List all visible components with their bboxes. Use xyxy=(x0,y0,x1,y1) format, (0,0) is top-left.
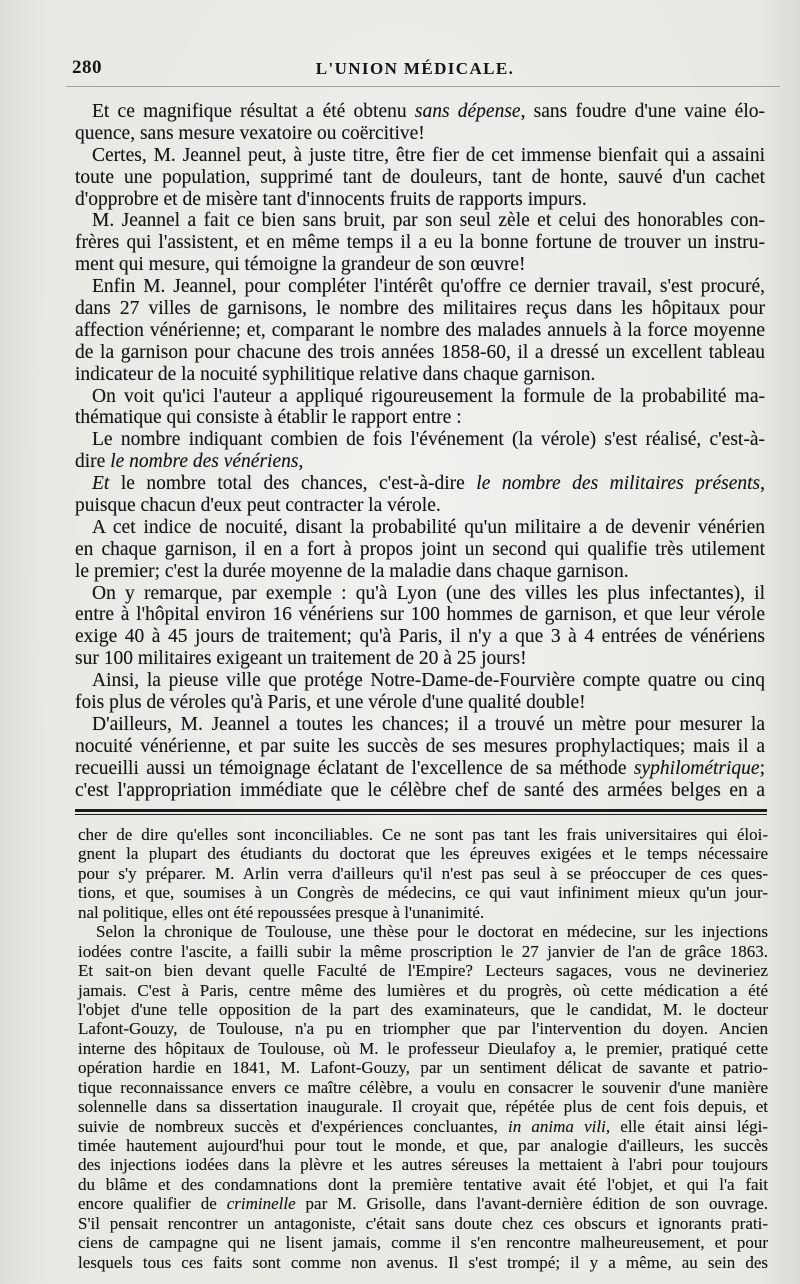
text-line xyxy=(75,473,765,495)
text-line xyxy=(78,1155,768,1174)
text-run: cher de dire qu'elles sont inconciliables. Ce ne sont pas tant les frais universitaires qui éloi- xyxy=(78,825,768,844)
text-run: On voit qu'ici l'auteur a appliqué rigoureusement la formule de la probabilité ma- xyxy=(92,385,765,407)
text-line xyxy=(75,451,765,473)
text-line xyxy=(75,145,765,167)
text-line xyxy=(75,429,765,451)
text-run: solennelle dans sa dissertation inaugurale. Il croyait que, répétée plus de cent fois depuis, et xyxy=(78,1097,768,1117)
italic-text-run: le nombre des vénériens xyxy=(110,451,299,473)
text-run: S'il pensait rencontrer un antagoniste, c'était sans doute chez ces obscurs et ignorants prati- xyxy=(78,1213,768,1233)
main-text-paragraph xyxy=(75,517,765,583)
text-line xyxy=(78,903,768,922)
footnote-paragraph xyxy=(78,922,768,1272)
text-line xyxy=(78,1058,768,1077)
text-line xyxy=(78,844,768,863)
text-line xyxy=(75,254,765,276)
text-line xyxy=(75,714,765,736)
text-line xyxy=(78,961,768,980)
text-line xyxy=(78,1000,768,1019)
text-line xyxy=(78,864,768,883)
italic-text-run: in anima vili xyxy=(507,1116,606,1136)
text-line xyxy=(78,1097,768,1116)
text-run: exige 40 à 45 jours de traitement; qu'à Paris, il n'y a que 3 à 4 entrées de vénériens xyxy=(75,626,765,648)
text-run: suivie de nombreux succès et d'expériences concluantes, xyxy=(78,1116,508,1136)
text-run: , xyxy=(298,451,304,473)
text-run: par M. Grisolle, dans l'avant-dernière édition de son ouvrage. xyxy=(295,1194,768,1214)
text-run: jamais. C'est à Paris, centre même des lumières et du progrès, où cette médication a été xyxy=(78,980,768,1000)
text-run: du blâme et des condamnations dont la première tentative avait été l'objet, et qui l'a fait xyxy=(78,1174,768,1194)
text-line xyxy=(78,942,768,961)
text-line xyxy=(78,1078,768,1097)
text-run: , xyxy=(760,473,765,495)
main-text-paragraph xyxy=(75,101,765,145)
main-text-paragraph xyxy=(75,473,765,517)
text-run: sur 100 militaires exigeant un traitement de 20 à 25 jours! xyxy=(75,648,527,670)
text-run: entre à l'hôpital environ 16 vénériens sur 100 hommes de garnison, et que leur vérole xyxy=(75,604,765,626)
footnote-separator-rule xyxy=(75,809,767,815)
text-run: lesquels tous ces faits sont comme non avenus. Il s'est trompé; il y a même, au sein des xyxy=(78,1252,768,1272)
text-line xyxy=(75,604,765,626)
text-run: Enfin M. Jeannel, pour compléter l'intérêt qu'offre ce dernier travail, s'est procuré, xyxy=(92,276,765,298)
text-line xyxy=(75,167,765,189)
text-run: Selon la chronique de Toulouse, une thèse pour le doctorat en médecine, sur les injections xyxy=(96,922,768,942)
italic-text-run: sans dépense xyxy=(414,101,521,122)
text-line xyxy=(75,364,765,386)
text-run: fois plus de véroles qu'à Paris, et une vérole d'une qualité double! xyxy=(75,692,586,714)
text-line xyxy=(78,1194,768,1213)
text-run: interne des hôpitaux de Toulouse, où M. le professeur Dieulafoy a, le premier, pratiqué cette xyxy=(78,1038,768,1058)
text-run: pour s'y préparer. M. Arlin verra d'ailleurs qu'il n'est pas seul à se préoccuper de ces ques- xyxy=(78,863,768,883)
text-run: l'objet d'une telle opposition de la part des examinateurs, que le candidat, M. le docteur xyxy=(78,999,768,1019)
footnote-text xyxy=(78,825,768,1272)
text-line xyxy=(75,386,765,408)
text-run: frères qui l'assistent, et en même temps il a eu la bonne fortune de trouver un instru- xyxy=(75,232,765,254)
text-line xyxy=(75,561,765,583)
text-run: opération hardie en 1841, M. Lafont-Gouzy, par un sentiment délicat de savante et patrio- xyxy=(78,1058,768,1078)
text-run: de la garnison pour chacune des trois années 1858-60, il a dressé un excellent tableau xyxy=(75,341,765,363)
text-line xyxy=(75,583,765,605)
text-run: , elle était ainsi légi- xyxy=(605,1116,768,1136)
text-run: A cet indice de nocuité, disant la probabilité qu'un militaire a de devenir vénérien xyxy=(92,516,765,538)
text-run: ; xyxy=(759,757,765,779)
italic-text-run: criminelle xyxy=(226,1194,296,1214)
main-text-paragraph xyxy=(75,145,765,211)
text-run: c'est l'appropriation immédiate que le célèbre chef de santé des armées belges en a xyxy=(75,779,765,801)
text-run: gnent la plupart des étudiants du doctorat que les épreuves exigées et le temps nécessaire xyxy=(78,844,768,864)
text-line xyxy=(78,981,768,1000)
text-line xyxy=(75,692,765,714)
text-run: le nombre total des chances, c'est-à-dire xyxy=(109,473,477,495)
text-line xyxy=(78,1019,768,1038)
main-text-paragraph xyxy=(75,276,765,385)
text-line xyxy=(75,758,765,780)
text-run: Certes, M. Jeannel peut, à juste titre, être fier de cet immense bienfait qui a assaini xyxy=(92,144,765,166)
text-line xyxy=(75,495,765,517)
text-run: recueilli aussi un témoignage éclatant de l'excellence de sa méthode xyxy=(75,757,634,779)
text-line xyxy=(75,101,765,123)
main-text-paragraph xyxy=(75,386,765,430)
text-run: toute une population, supprimé tant de douleurs, tant de honte, sauvé d'un cachet xyxy=(75,166,765,188)
text-line xyxy=(78,1136,768,1155)
text-run: dans 27 villes de garnisons, le nombre des militaires reçus dans les hôpitaux pour xyxy=(75,298,765,320)
footnote-paragraph xyxy=(78,825,768,922)
text-run: D'ailleurs, M. Jeannel a toutes les chances; il a trouvé un mètre pour mesurer la xyxy=(92,713,765,735)
main-text-paragraph xyxy=(75,714,765,802)
text-line xyxy=(78,1233,768,1252)
text-run: d'opprobre et de misère tant d'innocents fruits de rapports impurs. xyxy=(75,188,587,210)
journal-title: L'UNION MÉDICALE. xyxy=(315,59,515,78)
text-line xyxy=(75,298,765,320)
text-run: tique reconnaissance envers ce maître célèbre, a voulu en consacrer le souvenir d'une manière xyxy=(78,1077,768,1097)
text-line xyxy=(75,320,765,342)
text-line xyxy=(75,232,765,254)
main-text-paragraph xyxy=(75,429,765,473)
italic-text-run: le nombre des militaires présents xyxy=(476,473,761,495)
text-line xyxy=(75,626,765,648)
text-run: Ainsi, la pieuse ville que protége Notre-Dame-de-Fourvière compte quatre ou cinq xyxy=(92,670,765,692)
text-line xyxy=(75,276,765,298)
text-line xyxy=(75,517,765,539)
text-line xyxy=(75,342,765,364)
italic-text-run: Et xyxy=(92,473,110,495)
main-text-paragraph xyxy=(75,670,765,714)
text-line xyxy=(78,1253,768,1272)
page-number: 280 xyxy=(72,57,102,78)
text-run: tions, et que, soumises à un Congrès de médecins, ce qui vaut infiniment mieux qu'un jour- xyxy=(78,883,768,903)
text-run: ciens de campagne qui ne lisent jamais, comme il s'en rencontre malheureusement, et pour xyxy=(78,1233,768,1253)
main-text-paragraph xyxy=(75,210,765,276)
running-header xyxy=(70,56,760,82)
text-run: Lafont-Gouzy, de Toulouse, n'a pu en triompher que par l'intervention du doyen. Ancien xyxy=(78,1019,768,1039)
text-run: indicateur de la nocuité syphilitique relative dans chaque garnison. xyxy=(75,363,596,385)
text-line xyxy=(78,825,768,844)
main-text-paragraph xyxy=(75,583,765,671)
text-run: des injections iodées dans la plèvre et les autres séreuses la mettaient à l'abri pour toujours xyxy=(78,1155,768,1175)
text-line xyxy=(75,539,765,561)
text-run: , sans foudre d'une vaine élo- xyxy=(520,101,766,122)
text-run: le premier; c'est la durée moyenne de la maladie dans chaque garnison. xyxy=(75,560,629,582)
text-line xyxy=(78,922,768,941)
text-run: nocuité vénérienne, et par suite les succès de ses mesures prophylactiques; mais il a xyxy=(75,735,765,757)
text-run: dire xyxy=(75,451,111,473)
text-run: thématique qui consiste à établir le rapport entre : xyxy=(75,407,462,429)
text-line xyxy=(75,407,765,429)
text-line xyxy=(75,736,765,758)
text-line xyxy=(78,883,768,902)
text-run: On y remarque, par exemple : qu'à Lyon (une des villes les plus infectantes), il xyxy=(92,582,765,604)
text-run: ment qui mesure, qui témoigne la grandeur de son œuvre! xyxy=(75,254,526,276)
text-line xyxy=(75,210,765,232)
text-run: iodées contre l'ascite, a failli subir la même proscription le 27 janvier de l'an de grâce 1863. xyxy=(78,941,768,961)
text-run: M. Jeannel a fait ce bien sans bruit, par son seul zèle et celui des honorables con- xyxy=(92,210,765,232)
text-run: Et sait-on bien devant quelle Faculté de l'Empire? Lecteurs sagaces, vous ne devineriez xyxy=(78,961,768,981)
main-text xyxy=(75,101,765,802)
text-run: timée hautement aujourd'hui pour tout le monde, et que, par analogie d'ailleurs, les succès xyxy=(78,1136,768,1155)
text-line xyxy=(75,189,765,211)
text-run: quence, sans mesure vexatoire ou coërcitive! xyxy=(75,122,425,144)
text-run: encore qualifier de xyxy=(78,1194,227,1214)
header-rule xyxy=(66,86,780,87)
text-run: Et ce magnifique résultat a été obtenu xyxy=(92,101,415,122)
text-run: affection vénérienne; et, comparant le nombre des malades annuels à la force moyenne xyxy=(75,319,765,341)
text-line xyxy=(78,1175,768,1194)
text-line xyxy=(75,670,765,692)
text-line xyxy=(75,648,765,670)
text-line xyxy=(75,123,765,145)
italic-text-run: syphilométrique xyxy=(633,757,760,779)
text-line xyxy=(78,1039,768,1058)
text-run: nal politique, elles ont été repoussées presque à l'unanimité. xyxy=(78,902,485,922)
text-run: Le nombre indiquant combien de fois l'événement (la vérole) s'est réalisé, c'est-à- xyxy=(92,429,765,451)
text-line xyxy=(78,1214,768,1233)
text-run: puisque chacun d'eux peut contracter la vérole. xyxy=(75,495,441,517)
text-line xyxy=(75,780,765,802)
text-line xyxy=(78,1117,768,1136)
text-run: en chaque garnison, il en a fort à propos joint un second qui qualifie très utilement xyxy=(75,538,765,560)
